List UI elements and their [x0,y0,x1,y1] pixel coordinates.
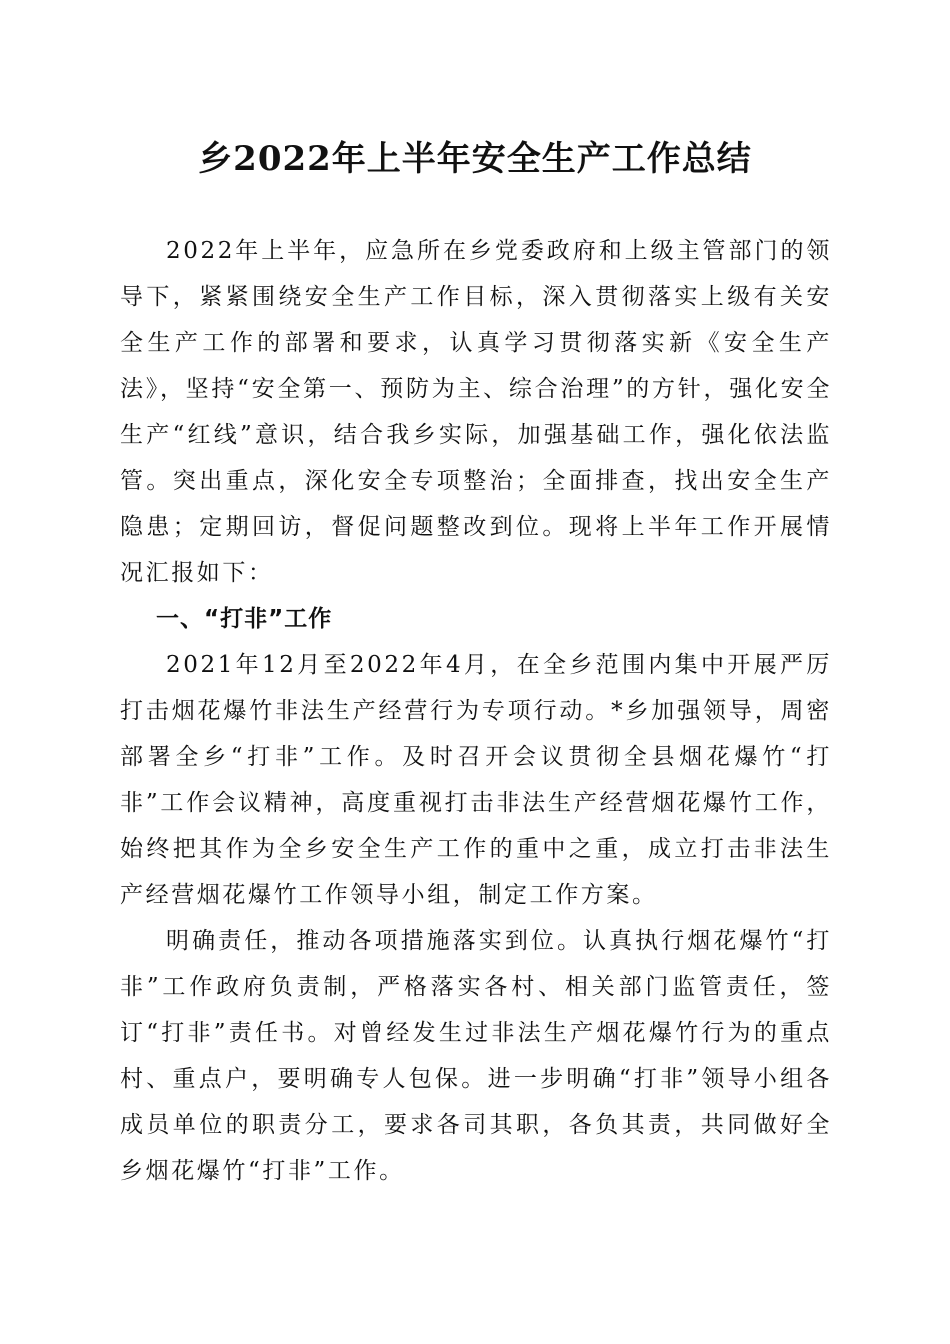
section1-paragraph-2: 明确责任，推动各项措施落实到位。认真执行烟花爆竹“打非”工作政府负责制，严格落实各村、相关部门监管责任，签订“打非”责任书。对曾经发生过非法生产烟花爆竹行为的重点村、重点户，要明确专人包保。进一步明确“打非”领导小组各成员单位的职责分工，要求各司其职，各负其责，共同做好全乡烟花爆竹“打非”工作。 [120,928,832,1184]
document-body [120,228,832,1194]
document-title: 乡2022年上半年安全生产工作总结 [198,139,752,179]
intro-paragraph: 2022年上半年，应急所在乡党委政府和上级主管部门的领导下，紧紧围绕安全生产工作目标，深入贯彻落实上级有关安全生产工作的部署和要求，认真学习贯彻落实新《安全生产法》，坚持“安全第一、预防为主、综合治理”的方针，强化安全生产“红线”意识，结合我乡实际，加强基础工作，强化依法监管。突出重点，深化安全专项整治；全面排查，找出安全生产隐患；定期回访，督促问题整改到位。现将上半年工作开展情况汇报如下： [120,238,832,586]
section1-paragraph-1: 2021年12月至2022年4月，在全乡范围内集中开展严厉打击烟花爆竹非法生产经营行为专项行动。*乡加强领导，周密部署全乡“打非”工作。及时召开会议贯彻全县烟花爆竹“打非”工作会议精神，高度重视打击非法生产经营烟花爆竹工作，始终把其作为全乡安全生产工作的重中之重，成立打击非法生产经营烟花爆竹工作领导小组，制定工作方案。 [120,652,832,908]
section-heading-1: 一、“打非”工作 [156,606,333,632]
